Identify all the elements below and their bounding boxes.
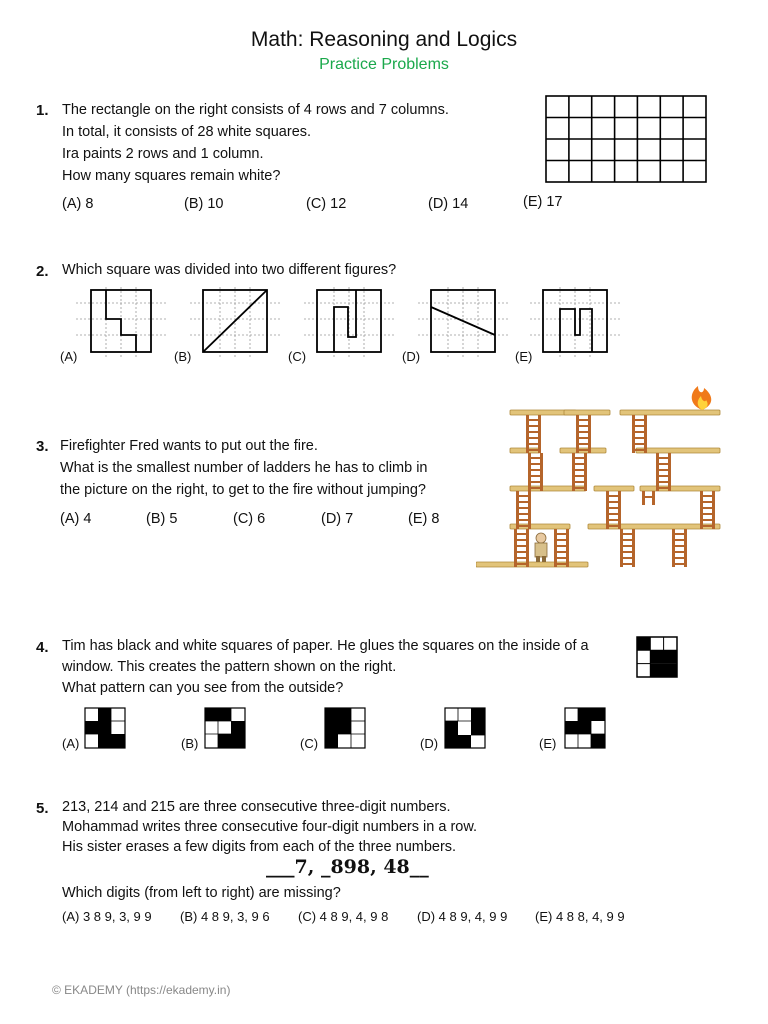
q4-pattern-d bbox=[444, 707, 486, 749]
footer-copyright: © EKADEMY (https://ekademy.in) bbox=[52, 983, 231, 997]
q4-option-d[interactable]: (D) bbox=[420, 736, 439, 751]
question-1-number: 1. bbox=[36, 102, 49, 119]
page-title: Math: Reasoning and Logics bbox=[250, 28, 518, 51]
q5-number-sequence: ___7, _898, 48__ bbox=[266, 856, 429, 878]
q1-option-b[interactable]: (B) 10 bbox=[184, 196, 224, 212]
q3-option-c[interactable]: (C) 6 bbox=[233, 511, 266, 527]
q2-figure-c bbox=[304, 287, 394, 359]
firefighter-icon bbox=[535, 533, 547, 562]
question-3-line: Firefighter Fred wants to put out the fire. bbox=[60, 438, 318, 454]
q3-option-e[interactable]: (E) 8 bbox=[408, 511, 440, 527]
q1-option-c[interactable]: (C) 12 bbox=[306, 196, 347, 212]
q1-grid-figure bbox=[545, 95, 707, 183]
question-5-number: 5. bbox=[36, 800, 49, 817]
question-4-number: 4. bbox=[36, 639, 49, 656]
question-4-line: window. This creates the pattern shown on the right. bbox=[62, 659, 397, 675]
question-1-line: Ira paints 2 rows and 1 column. bbox=[62, 146, 264, 162]
q2-figure-d bbox=[418, 287, 508, 359]
question-1-line: In total, it consists of 28 white squares. bbox=[62, 124, 312, 140]
question-1-line: The rectangle on the right consists of 4 rows and 7 columns. bbox=[62, 102, 449, 118]
q3-option-d[interactable]: (D) 7 bbox=[321, 511, 354, 527]
q2-option-c[interactable]: (C) bbox=[288, 349, 307, 364]
question-4-line: What pattern can you see from the outside? bbox=[62, 680, 344, 696]
q2-figure-e bbox=[530, 287, 620, 359]
question-3-line: the picture on the right, to get to the fire without jumping? bbox=[60, 482, 426, 498]
q2-option-e[interactable]: (E) bbox=[515, 349, 533, 364]
question-2-line: Which square was divided into two different figures? bbox=[62, 262, 397, 278]
question-1-line: How many squares remain white? bbox=[62, 168, 281, 184]
q4-pattern-c bbox=[324, 707, 366, 749]
q3-ladder-figure bbox=[476, 380, 726, 572]
q1-option-d[interactable]: (D) 14 bbox=[428, 196, 469, 212]
q2-figure-b bbox=[190, 287, 280, 359]
question-3-line: What is the smallest number of ladders he has to climb in bbox=[60, 460, 428, 476]
q4-window-pattern bbox=[636, 636, 678, 678]
q2-figure-a bbox=[76, 287, 166, 359]
q2-option-d[interactable]: (D) bbox=[402, 349, 421, 364]
q5-option-c[interactable]: (C) 4 8 9, 4, 9 8 bbox=[298, 909, 389, 924]
q4-option-c[interactable]: (C) bbox=[300, 736, 319, 751]
q3-option-b[interactable]: (B) 5 bbox=[146, 511, 178, 527]
question-5-line: 213, 214 and 215 are three consecutive three-digit numbers. bbox=[62, 799, 451, 815]
q2-option-b[interactable]: (B) bbox=[174, 349, 192, 364]
q5-option-d[interactable]: (D) 4 8 9, 4, 9 9 bbox=[417, 909, 508, 924]
q4-option-a[interactable]: (A) bbox=[62, 736, 80, 751]
question-3-number: 3. bbox=[36, 438, 49, 455]
question-5-line: Mohammad writes three consecutive four-digit numbers in a row. bbox=[62, 819, 478, 835]
q4-pattern-e bbox=[564, 707, 606, 749]
q4-option-b[interactable]: (B) bbox=[181, 736, 199, 751]
fire-icon bbox=[692, 386, 712, 410]
q1-option-a[interactable]: (A) 8 bbox=[62, 196, 94, 212]
question-4-line: Tim has black and white squares of paper. He glues the squares on the inside of a bbox=[62, 638, 589, 654]
question-5-prompt: Which digits (from left to right) are missing? bbox=[62, 885, 341, 901]
q4-pattern-b bbox=[204, 707, 246, 749]
page-subtitle: Practice Problems bbox=[319, 56, 449, 73]
q2-option-a[interactable]: (A) bbox=[60, 349, 78, 364]
q4-option-e[interactable]: (E) bbox=[539, 736, 557, 751]
q4-pattern-a bbox=[84, 707, 126, 749]
question-2-number: 2. bbox=[36, 263, 49, 280]
q5-option-e[interactable]: (E) 4 8 8, 4, 9 9 bbox=[535, 909, 625, 924]
question-5-line: His sister erases a few digits from each of the three numbers. bbox=[62, 839, 457, 855]
q5-option-a[interactable]: (A) 3 8 9, 3, 9 9 bbox=[62, 909, 152, 924]
q1-option-e[interactable]: (E) 17 bbox=[523, 194, 563, 210]
q3-option-a[interactable]: (A) 4 bbox=[60, 511, 92, 527]
q5-option-b[interactable]: (B) 4 8 9, 3, 9 6 bbox=[180, 909, 270, 924]
